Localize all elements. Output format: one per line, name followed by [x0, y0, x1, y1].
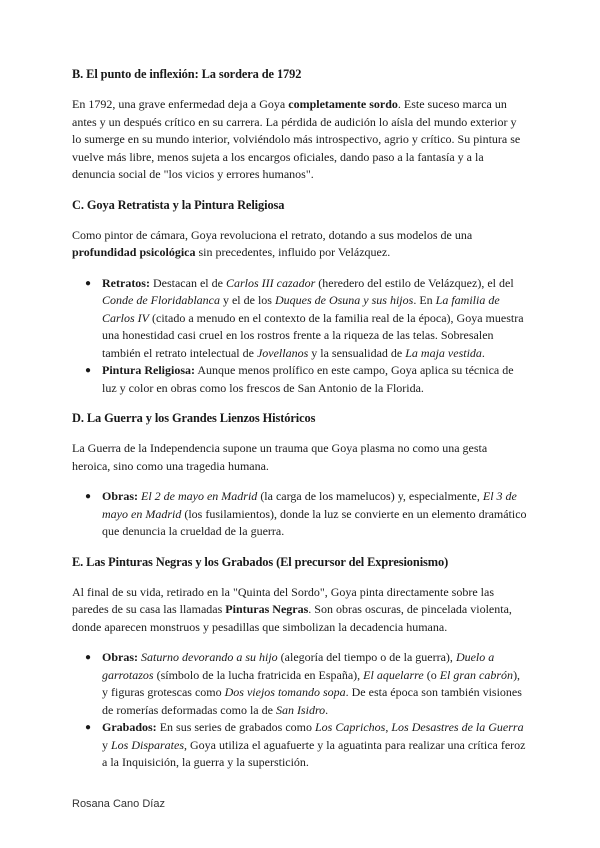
text-run: , Goya utiliza el aguafuerte y la aguatinta para realizar una crítica feroz a la Inquisición, la guerra y la superstición. [102, 737, 526, 769]
italic-title: Duques de Osuna y sus hijos [274, 293, 414, 307]
bold-text: completamente sordo [288, 97, 398, 111]
italic-title: El 3 de mayo en Madrid [102, 489, 517, 521]
text-run: ), y figuras grotescas como [102, 667, 521, 699]
text-run: y el de los [219, 293, 275, 307]
italic-title: El gran cabrón [439, 667, 514, 682]
italic-title: La familia de Carlos IV [102, 293, 500, 325]
text-run: . [481, 345, 485, 360]
section-paragraph-e [72, 584, 528, 637]
italic-title: Jovellanos [256, 345, 309, 360]
document-page [72, 66, 528, 785]
text-run: , [385, 720, 392, 734]
text-run: (citado a menudo en el contexto de la familia real de la época), Goya muestra una honestidad casi cruel en los rostros frente a la riqueza de las telas. Sobresalen también el retrato intelectual de [102, 310, 524, 360]
bullet-icon: ● [85, 722, 92, 733]
text-run: En 1792, una grave enfermedad deja a Goya [72, 97, 289, 111]
italic-title: Duelo a garrotazos [102, 650, 495, 682]
section-heading-e: E. Las Pinturas Negras y los Grabados (El precursor del Expresionismo) [72, 554, 449, 569]
bullet-icon: ● [85, 365, 92, 376]
list-item [85, 649, 528, 719]
list-item [85, 719, 528, 772]
bullet-list [72, 649, 528, 772]
text-run: (la carga de los mamelucos) y, especialmente, [257, 489, 483, 503]
text-run: y la sensualidad de [308, 345, 406, 360]
bold-text: profundidad psicológica [72, 245, 196, 259]
list-item [85, 275, 528, 363]
bullet-list [72, 275, 528, 398]
text-run: (heredero del estilo de Velázquez), el del [315, 275, 514, 290]
italic-title: Dos viejos tomando sopa [224, 685, 346, 699]
italic-title: Saturno devorando a su hijo [141, 650, 278, 664]
section-heading-c: C. Goya Retratista y la Pintura Religiosa [72, 197, 285, 212]
text-run: Destacan el de [149, 275, 226, 290]
text-run: (alegoría del tiempo o de la guerra), [277, 650, 456, 664]
italic-title: La maja vestida [405, 345, 482, 360]
bold-text: Pintura Religiosa: [102, 363, 195, 377]
text-run: (los fusilamientos), donde la luz se convierte en un elemento dramático que denuncia la crueldad de la guerra. [102, 506, 527, 538]
section-paragraph-d [72, 440, 528, 475]
bold-text: Obras: [102, 489, 138, 503]
italic-title: Conde de Floridablanca [102, 293, 220, 307]
bullet-icon: ● [85, 652, 92, 663]
text-run: La Guerra de la Independencia supone un trauma que Goya plasma no como una gesta heroica, sino como una tragedia humana. [72, 441, 488, 473]
bullet-icon: ● [85, 491, 92, 502]
italic-title: El aquelarre [363, 667, 424, 682]
text-run: . En [413, 293, 436, 307]
bold-text: Retratos: [102, 275, 150, 290]
section-paragraph-c [72, 227, 528, 262]
text-run: . De esta época son también visiones de romerías deformadas como la de [102, 685, 522, 717]
bold-text: Grabados: [102, 720, 157, 734]
text-run: (o [423, 667, 440, 682]
text-run: Como pintor de cámara, Goya revoluciona el retrato, dotando a sus modelos de una [72, 227, 473, 242]
bold-text: Obras: [102, 650, 138, 664]
bold-text: Pinturas Negras [225, 602, 309, 616]
italic-title: El 2 de mayo en Madrid [141, 489, 258, 503]
bullet-list [72, 488, 528, 541]
text-run: . Este suceso marca un antes y un después crítico en su carrera. La pérdida de audición lo aísla del mundo exterior y lo sumerge en su mundo interior, volviéndolo más introspectivo, agrio y crítico. Su pintura se vuelve más libre, menos sujeta a los encargos oficiales, dando paso a la fantasía y a la denuncia social de "los vicios y errores humanos". [72, 97, 521, 181]
italic-title: San Isidro [275, 702, 326, 717]
text-run: . [325, 702, 329, 717]
italic-title: Los Disparates [111, 737, 185, 752]
footer-author: Rosana Cano Díaz [72, 798, 165, 810]
text-run: y [102, 737, 111, 752]
section-heading-d: D. La Guerra y los Grandes Lienzos Históricos [72, 411, 316, 425]
bullet-icon: ● [85, 277, 92, 289]
text-run: Aunque menos prolífico en este campo, Goya aplica su técnica de luz y color en obras como los frescos de San Antonio de la Florida. [102, 363, 514, 395]
section-paragraph-b [72, 96, 528, 184]
italic-title: Los Caprichos [314, 720, 386, 734]
text-run: . Son obras oscuras, de pincelada violenta, donde aparecen monstruos y pesadillas que simbolizan la decadencia humana. [72, 602, 512, 634]
text-run: sin precedentes, influido por Velázquez. [195, 245, 391, 259]
italic-title: Carlos III cazador [225, 275, 316, 290]
list-item [85, 488, 528, 541]
italic-title: Los Desastres de la Guerra [391, 720, 524, 734]
section-heading-b: B. El punto de inflexión: La sordera de 1792 [72, 67, 302, 81]
text-run: Al final de su vida, retirado en la "Quinta del Sordo", Goya pinta directamente sobre las paredes de su casa las llamadas [72, 584, 495, 616]
list-item [85, 362, 528, 397]
text-run: (símbolo de la lucha fratricida en España), [153, 667, 364, 682]
text-run: En sus series de grabados como [156, 720, 315, 734]
